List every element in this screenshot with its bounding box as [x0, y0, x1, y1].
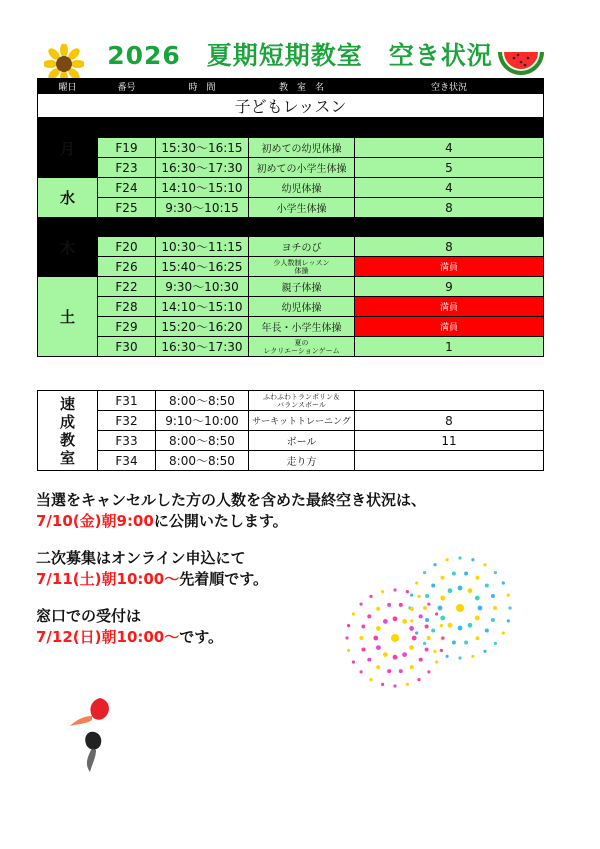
firework-spark [476, 576, 480, 580]
table-row [38, 198, 544, 218]
firework-spark [417, 595, 420, 598]
firework-spark [383, 652, 388, 657]
firework-spark [475, 596, 480, 601]
firework-spark [446, 655, 449, 658]
notice-1: 当選をキャンセルした方の人数を含めた最終空き状況は、 7/10(金)朝9:00に公開いたします。 [36, 491, 427, 530]
table-header-row [38, 79, 544, 94]
class-code: F22 [98, 277, 156, 297]
firework-spark [402, 652, 407, 657]
table-row [38, 317, 544, 337]
firework-spark [464, 572, 468, 576]
class-name: サーキットトレーニング [249, 411, 355, 431]
firework-spark [491, 594, 495, 598]
class-name: ヨチのび [249, 237, 355, 257]
firework-spark [393, 655, 398, 660]
class-time: 8:00〜8:50 [156, 391, 249, 411]
class-name: 幼児体操 [249, 178, 355, 198]
table-row [38, 337, 544, 357]
firework-spark [440, 616, 445, 621]
firework-spark [478, 606, 483, 611]
page-title: 2026 夏期短期教室 空き状況 [107, 41, 493, 70]
firework-spark [393, 588, 396, 591]
firework-spark [452, 641, 456, 645]
firework-spark [485, 629, 489, 633]
day-label: 月 [38, 118, 98, 178]
header-name: 教 室 名 [249, 79, 355, 94]
class-code: F24 [98, 178, 156, 198]
firework-spark [399, 603, 403, 607]
section-label-vertical: 速成教室 [38, 391, 98, 471]
class-status: 8 [355, 411, 544, 431]
firework-spark [352, 612, 355, 615]
firework-spark [361, 625, 365, 629]
firework-spark [352, 660, 355, 663]
class-time: 9:30〜10:15 [156, 198, 249, 218]
firework-spark [410, 619, 413, 622]
class-status-full: 満員 [355, 257, 544, 277]
firework-spark [367, 658, 371, 662]
firework-spark [415, 581, 418, 584]
class-time: 14:10〜15:10 [156, 178, 249, 198]
header-day: 曜日 [38, 79, 98, 94]
firework-spark [483, 650, 486, 653]
firework-spark [406, 590, 409, 593]
firework-spark [452, 572, 456, 576]
table-row [38, 178, 544, 198]
class-code: F19 [98, 138, 156, 158]
class-code: F28 [98, 297, 156, 317]
firework-spark [483, 563, 486, 566]
class-name: ふわふわトランポリン＆ バランスボール [249, 391, 355, 411]
class-status-full: 満員 [355, 297, 544, 317]
firework-spark [431, 629, 435, 633]
firework-spark [423, 642, 426, 645]
firework-spark [493, 606, 497, 610]
schedule-table-kids [37, 78, 544, 357]
class-status: 1 [355, 337, 544, 357]
firework-spark [415, 631, 418, 634]
class-time: 10:30〜11:15 [156, 237, 249, 257]
goldfish-icon [66, 694, 126, 774]
table-row [38, 297, 544, 317]
day-label: 土 [38, 277, 98, 357]
class-time: 15:30〜16:15 [156, 138, 249, 158]
day-label: 木 [38, 218, 98, 277]
firework-spark [369, 678, 372, 681]
firework-spark [440, 624, 443, 627]
firework-spark [491, 618, 495, 622]
firework-spark [360, 603, 363, 606]
firework-spark [419, 658, 423, 662]
table-row [38, 138, 544, 158]
class-status: 9 [355, 277, 544, 297]
firework-spark [347, 624, 350, 627]
class-time: 8:00〜8:50 [156, 431, 249, 451]
firework-spark [361, 648, 365, 652]
class-name: 初めての小学生体操 [249, 158, 355, 178]
firework-spark [369, 595, 372, 598]
day-label: 水 [38, 178, 98, 218]
class-time: 14:10〜15:10 [156, 297, 249, 317]
firework-spark [409, 626, 414, 631]
class-name: ボール [249, 431, 355, 451]
class-code: F34 [98, 451, 156, 471]
class-time: 9:30〜10:30 [156, 277, 249, 297]
class-code: F26 [98, 257, 156, 277]
firework-spark [419, 614, 423, 618]
firework-spark [448, 623, 453, 628]
firework-spark [440, 596, 445, 601]
firework-spark [507, 594, 510, 597]
class-code: F25 [98, 198, 156, 218]
firework-spark [431, 584, 435, 588]
class-code: F32 [98, 411, 156, 431]
firework-spark [435, 660, 438, 663]
header-time: 時 間 [156, 79, 249, 94]
firework-spark [381, 683, 384, 686]
class-status: 11 [355, 431, 544, 451]
firework-spark [376, 645, 381, 650]
firework-spark [393, 616, 398, 621]
firework-spark [347, 649, 350, 652]
table-row [38, 158, 544, 178]
class-time: 16:30〜17:30 [156, 158, 249, 178]
class-name: 小学生体操 [249, 198, 355, 218]
firework-spark [427, 636, 431, 640]
firework-spark [376, 665, 380, 669]
table-row [38, 411, 544, 431]
firework-core [456, 604, 464, 612]
firework-spark [425, 648, 429, 652]
firework-spark [502, 631, 505, 634]
firework-spark [423, 606, 427, 610]
firework-spark [376, 626, 381, 631]
firework-spark [441, 576, 445, 580]
firework-core [391, 634, 399, 642]
class-name: 年長・小学生体操 [249, 317, 355, 337]
firework-spark [381, 590, 384, 593]
fireworks-icon [340, 556, 520, 696]
class-time: 16:30〜17:30 [156, 337, 249, 357]
firework-spark [373, 636, 378, 641]
firework-spark [433, 650, 436, 653]
firework-spark [402, 619, 407, 624]
firework-spark [502, 581, 505, 584]
firework-spark [475, 616, 480, 621]
notice-3: 窓口での受付は 7/12(日)朝10:00〜です。 [36, 607, 224, 646]
firework-spark [359, 636, 363, 640]
firework-spark [412, 636, 417, 641]
table-row [38, 391, 544, 411]
firework-spark [476, 636, 480, 640]
firework-spark [425, 594, 429, 598]
section-title: 子どもレッスン [38, 94, 544, 119]
class-code: F29 [98, 317, 156, 337]
firework-spark [409, 645, 414, 650]
firework-spark [433, 563, 436, 566]
firework-spark [410, 665, 414, 669]
firework-spark [393, 684, 396, 687]
class-name: 少人数制レッスン 体操 [249, 257, 355, 277]
class-status-full: 満員 [355, 317, 544, 337]
header-status: 空き状況 [355, 79, 544, 94]
class-name: 親子体操 [249, 277, 355, 297]
schedule-table-short [37, 390, 544, 471]
firework-spark [410, 607, 414, 611]
firework-spark [485, 584, 489, 588]
notice-2: 二次募集はオンライン申込にて 7/11(土)朝10:00〜先着順です。 [36, 549, 269, 588]
firework-spark [438, 606, 443, 611]
class-status: 8 [355, 237, 544, 257]
firework-spark [387, 669, 391, 673]
firework-spark [458, 586, 463, 591]
firework-spark [471, 655, 474, 658]
firework-spark [427, 670, 430, 673]
firework-spark [425, 618, 429, 622]
firework-spark [441, 636, 444, 639]
watermelon-icon [496, 48, 546, 82]
class-time: 15:20〜16:20 [156, 317, 249, 337]
firework-spark [376, 607, 380, 611]
table-row [38, 257, 544, 277]
firework-spark [425, 625, 429, 629]
class-status: 8 [355, 198, 544, 218]
firework-spark [468, 623, 473, 628]
class-code: F31 [98, 391, 156, 411]
class-code: F30 [98, 337, 156, 357]
firework-spark [458, 556, 461, 559]
firework-spark [464, 641, 468, 645]
class-name: 走り方 [249, 451, 355, 471]
class-status: 4 [355, 138, 544, 158]
firework-spark [471, 558, 474, 561]
firework-spark [399, 669, 403, 673]
class-name: 幼児体操 [249, 297, 355, 317]
firework-spark [360, 670, 363, 673]
firework-spark [494, 571, 497, 574]
firework-spark [458, 626, 463, 631]
class-time: 15:40〜16:25 [156, 257, 249, 277]
class-name: 夏の レクリエーションゲーム [249, 337, 355, 357]
class-code: F23 [98, 158, 156, 178]
class-status-full: 満員 [355, 451, 544, 471]
table-row [38, 277, 544, 297]
firework-spark [367, 614, 371, 618]
firework-spark [387, 603, 391, 607]
class-time: 8:00〜8:50 [156, 451, 249, 471]
firework-spark [345, 636, 348, 639]
class-code: F33 [98, 431, 156, 451]
firework-spark [423, 571, 426, 574]
firework-spark [383, 619, 388, 624]
firework-spark [417, 678, 420, 681]
firework-spark [435, 612, 438, 615]
firework-spark [440, 649, 443, 652]
class-status-full: 満員 [355, 391, 544, 411]
firework-spark [507, 619, 510, 622]
firework-spark [468, 588, 473, 593]
header-code: 番号 [98, 79, 156, 94]
firework-spark [406, 683, 409, 686]
firework-spark [508, 606, 511, 609]
firework-spark [446, 558, 449, 561]
firework-spark [410, 594, 413, 597]
class-status: 4 [355, 178, 544, 198]
firework-spark [427, 603, 430, 606]
class-status: 5 [355, 158, 544, 178]
firework-spark [448, 588, 453, 593]
firework-spark [458, 656, 461, 659]
firework-spark [494, 642, 497, 645]
table-row [38, 237, 544, 257]
class-time: 9:10〜10:00 [156, 411, 249, 431]
table-row [38, 451, 544, 471]
table-row [38, 431, 544, 451]
class-name: 初めての幼児体操 [249, 138, 355, 158]
class-code: F20 [98, 237, 156, 257]
